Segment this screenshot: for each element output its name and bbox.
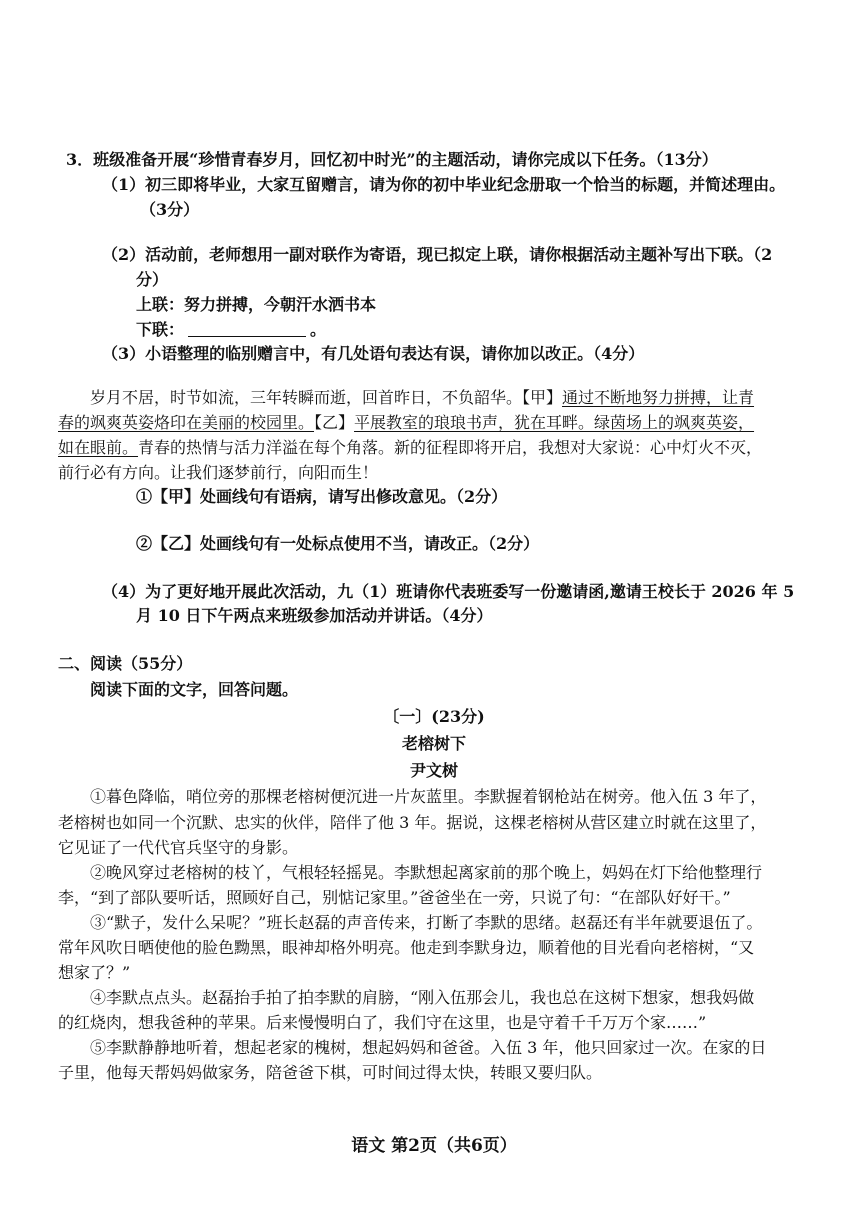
passage-line-4: 前行必有方向。让我们逐梦前行，向阳而生！ (58, 463, 379, 482)
q3-part3: （3）小语整理的临别赠言中，有几处语句表达有误，请你加以改正。（4分） (102, 344, 645, 363)
story-line: 想家了？” (58, 963, 131, 982)
story-line: 李，“到了部队要听话，照顾好自己，别惦记家里。”爸爸坐在一旁，只说了句：“在部队好好干。” (58, 888, 731, 907)
reading-instruction: 阅读下面的文字，回答问题。 (90, 680, 299, 699)
story-line: 的红烧肉，想我爸种的苹果。后来慢慢明白了，我们守在这里，也是守着千千万万个家……” (58, 1013, 707, 1032)
story-line: 子里，他每天帮妈妈做家务，陪爸爸下棋，可时间过得太快，转眼又要归队。 (58, 1063, 603, 1082)
couplet-upper: 上联：努力拼搏，今朝汗水洒书本 (136, 295, 377, 314)
story-author: 尹文树 (409, 761, 458, 780)
story-line: ①暮色降临，哨位旁的那棵老榕树便沉进一片灰蓝里。李默握着钢枪站在树旁。他入伍 3 年了， (90, 787, 767, 806)
story-line: ③“默子，发什么呆呢？”班长赵磊的声音传来，打断了李默的思绪。赵磊还有半年就要退伍了。 (90, 913, 763, 932)
q3-part4-line1: （4）为了更好地开展此次活动，九（1）班请你代表班委写一份邀请函,邀请王校长于 2026 年 5 (102, 582, 795, 601)
page-footer: 语文 第2页（共6页） (351, 1136, 517, 1156)
story-line: ⑤李默静静地听着，想起老家的槐树，想起妈妈和爸爸。入伍 3 年，他只回家过一次。在家的日 (90, 1038, 767, 1057)
question-3-title: 3．班级准备开展“珍惜青春岁月，回忆初中时光”的主题活动，请你完成以下任务。（13分） (66, 150, 718, 169)
couplet-lower (136, 319, 326, 341)
q3-part2-line1: （2）活动前，老师想用一副对联作为寄语，现已拟定上联，请你根据活动主题补写出下联。（2 (102, 245, 773, 264)
q3-part1-line2: （3分） (140, 200, 200, 219)
sub-question-1: ①【甲】处画线句有语病，请写出修改意见。（2分） (136, 487, 508, 506)
q3-part2-line2: 分） (136, 270, 169, 289)
story-line: ④李默点点头。赵磊抬手拍了拍李默的肩膀，“刚入伍那会儿，我也总在这树下想家，想我妈做 (90, 988, 755, 1007)
passage-text: 岁月不居，时节如流，三年转瞬而逝，回首昨日，不负韶华。【甲】 (90, 388, 563, 407)
story-line: ②晚风穿过老榕树的枝丫，气根轻轻摇晃。李默想起离家前的那个晚上，妈妈在灯下给他整理行 (90, 863, 763, 882)
story-line: 老榕树也如同一个沉默、忠实的伙伴，陪伴了他 3 年。据说，这棵老榕树从营区建立时就在这里了， (58, 813, 767, 832)
story-line: 它见证了一代代官兵坚守的身影。 (58, 838, 299, 857)
section-2-title: 二、阅读（55分） (58, 654, 193, 673)
q3-part1-line1: （1）初三即将毕业，大家互留赠言，请为你的初中毕业纪念册取一个恰当的标题，并简述理由。 (102, 175, 786, 194)
underlined-sentence-jia: 春的飒爽英姿烙印在美丽的校园里。 (58, 413, 315, 432)
couplet-lower-end: 。 (310, 320, 327, 339)
reading-part-heading: 〔一〕(23分) (383, 707, 485, 726)
q3-part4-line2: 月 10 日下午两点来班级参加活动并讲话。（4分） (136, 606, 493, 625)
passage-marker-yi: 【乙】 (314, 413, 355, 432)
passage-line-3 (58, 437, 762, 459)
sub-question-2: ②【乙】处画线句有一处标点使用不当，请改正。（2分） (136, 534, 540, 553)
story-title: 老榕树下 (401, 734, 466, 753)
underlined-sentence-jia: 通过不断地努力拼搏，让青 (562, 388, 755, 407)
passage-text: 青春的热情与活力洋溢在每个角落。新的征程即将开启，我想对大家说：心中灯火不灭， (138, 438, 763, 457)
couplet-lower-label: 下联： (136, 320, 185, 339)
passage-line-1 (90, 387, 754, 409)
underlined-sentence-yi: 如在眼前。 (58, 438, 139, 457)
underlined-sentence-yi: 平展教室的琅琅书声，犹在耳畔。绿茵场上的飒爽英姿， (354, 413, 755, 432)
passage-line-2 (58, 412, 754, 434)
story-line: 常年风吹日晒使他的脸色黝黑，眼神却格外明亮。他走到李默身边，顺着他的目光看向老榕树，“又 (58, 938, 755, 957)
couplet-answer-blank (188, 322, 306, 337)
